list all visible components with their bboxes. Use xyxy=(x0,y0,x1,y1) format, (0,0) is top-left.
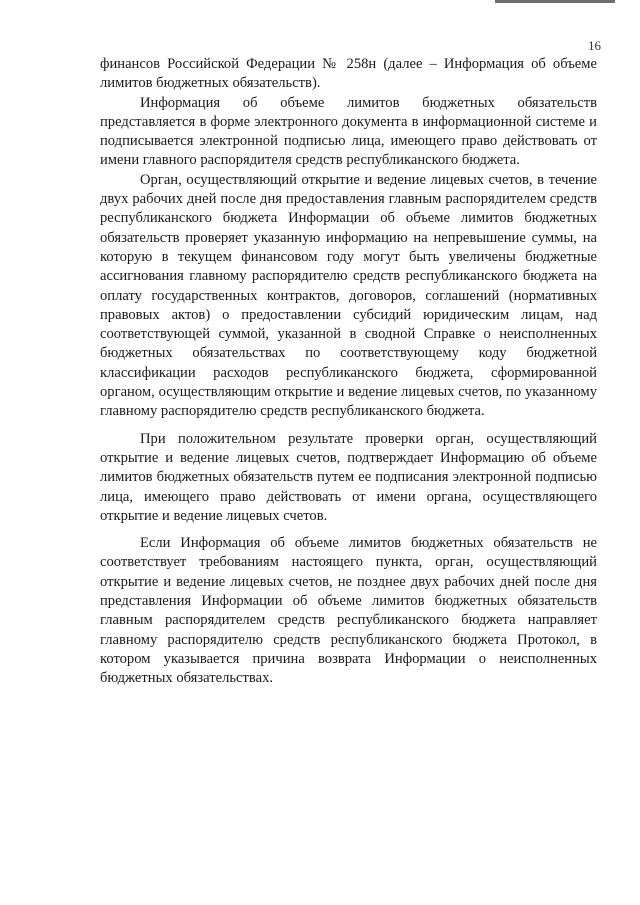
paragraph-continuation: финансов Российской Федерации № 258н (далее – Информация об объеме лимитов бюджетных обязательств). xyxy=(100,56,597,92)
top-edge-rule xyxy=(495,0,615,3)
document-body xyxy=(100,55,597,689)
paragraph-return-protocol: Если Информация об объеме лимитов бюджетных обязательств не соответствует требованиям настоящего пункта, орган, осуществляющий открытие и ведение лицевых счетов, не позднее двух рабочих дней после дня представления Информации об объеме лимитов бюджетных обязательств главным распорядителем средств республиканского бюджета направляет главному распорядителю средств республиканского бюджета Протокол, в котором указывается причина возврата Информации о неисполненных бюджетных обязательствах. xyxy=(100,535,597,687)
paragraph-verification: Орган, осуществляющий открытие и ведение лицевых счетов, в течение двух рабочих дней после дня предоставления главным распорядителем средств республиканского бюджета Информации об объеме лимитов бюджетных обязательств проверяет указанную информацию на непревышение суммы, на которую в текущем финансовом году могут быть увеличены бюджетные ассигнования главному распорядителю средств республиканского бюджета на оплату государственных контрактов, договоров, соглашений (нормативных правовых актов) о предоставлении субсидий юридическим лицам, над соответствующей суммой, указанной в сводной Справке о неисполненных бюджетных обязательствах по соответствующему коду бюджетной классификации расходов республиканского бюджета, сформированной органом, осуществляющим открытие и ведение лицевых счетов, по указанному главному распорядителю средств республиканского бюджета. xyxy=(100,171,597,420)
paragraph-positive-result: При положительном результате проверки орган, осуществляющий открытие и ведение лицевых счетов, подтверждает Информацию об объеме лимитов бюджетных обязательств путем ее подписания электронной подписью лица, имеющего право действовать от имени органа, осуществляющего открытие и ведение лицевых счетов. xyxy=(100,430,597,524)
paragraph-information-submission: Информация об объеме лимитов бюджетных обязательств представляется в форме электронного документа в информационной системе и подписывается электронной подписью лица, имеющего право действовать от имени главного распорядителя средств республиканского бюджета. xyxy=(100,94,597,169)
page-number: 16 xyxy=(588,38,601,53)
